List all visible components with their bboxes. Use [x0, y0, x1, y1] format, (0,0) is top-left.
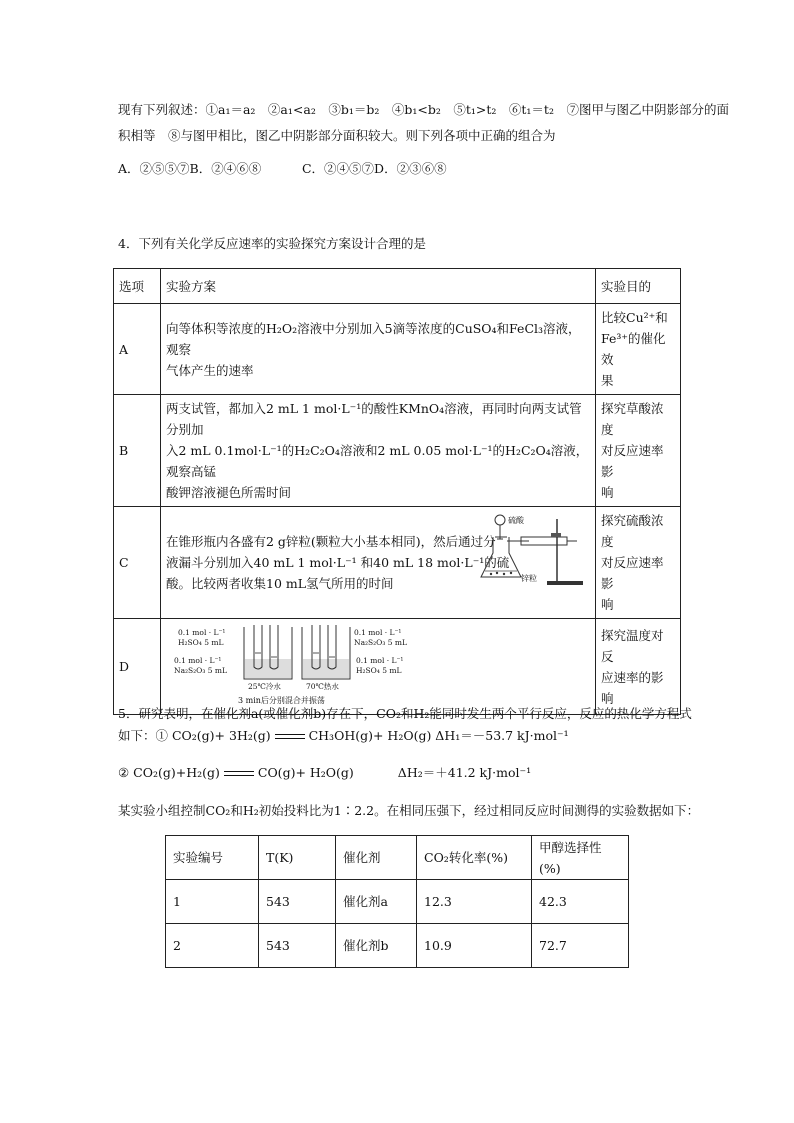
- q5-header-cell: 实验编号: [166, 836, 259, 880]
- q5-data-row: [166, 880, 629, 924]
- q5-intro-line: 5．研究表明，在催化剂a(或催化剂b)存在下，CO₂和H₂能同时发生两个平行反应，反应的热化学方程式: [118, 706, 692, 721]
- q4-plan: [161, 304, 596, 395]
- q4-header-row: [114, 269, 681, 304]
- q5-table: [165, 835, 629, 968]
- eq2-enthalpy: ΔH₂＝＋41.2 kJ·mol⁻¹: [397, 765, 532, 780]
- intro-line-1: 现有下列叙述：①a₁＝a₂ ②a₁<a₂ ③b₁＝b₂ ④b₁<b₂ ⑤t₁>t₂ ⑥t₁＝t₂ ⑦图甲与图乙中阴影部分的面: [118, 102, 729, 117]
- q4-goal: [596, 619, 681, 715]
- q4-title: 4．下列有关化学反应速率的实验探究方案设计合理的是: [118, 236, 426, 251]
- intro-statements: [118, 97, 729, 149]
- q4-plan-line: 两支试管，都加入2 mL 1 mol·L⁻¹的酸性KMnO₄溶液，再同时向两支试管分别加: [166, 401, 582, 437]
- q5-cell: 10.9: [417, 924, 532, 968]
- label-left-top2: H₂SO₄ 5 mL: [178, 637, 224, 647]
- q5-header-cell: T(K): [259, 836, 336, 880]
- label-right-bottom2: H₂SO₄ 5 mL: [356, 665, 402, 675]
- eq1-reactants: 如下：① CO₂(g)+ 3H₂(g): [118, 728, 271, 743]
- q4-plan-line: 入2 mL 0.1mol·L⁻¹的H₂C₂O₄溶液和2 mL 0.05 mol·L⁻¹的H₂C₂O₄溶液，观察高锰: [166, 443, 589, 479]
- label-left-bottom: 0.1 mol · L⁻¹: [174, 655, 222, 665]
- q5-equation-2: [118, 763, 531, 783]
- q4-row-b: [114, 395, 681, 507]
- q5-header-cell: 催化剂: [336, 836, 417, 880]
- q4-option: D: [114, 619, 161, 715]
- q4-goal: [596, 304, 681, 395]
- choice-a-b: A．②⑤⑤⑦B．②④⑥⑧: [118, 161, 262, 176]
- q4-header-option: 选项: [114, 269, 161, 304]
- acid-label: 硫酸: [508, 516, 524, 525]
- q4-row-c: [114, 507, 681, 619]
- q4-plan-line: 酸钾溶液褪色所需时间: [166, 485, 292, 500]
- equilibrium-arrow-icon: [275, 732, 305, 742]
- q4-row-a: [114, 304, 681, 395]
- q5-cell: 2: [166, 924, 259, 968]
- q5-cell: 543: [259, 924, 336, 968]
- q4-goal-line: 探究温度对反: [601, 627, 664, 664]
- q4-goal-line: 对反应速率影: [601, 555, 664, 591]
- q4-goal-line: 响: [601, 485, 614, 500]
- q4-header-goal: 实验目的: [596, 269, 681, 304]
- eq1-products: CH₃OH(g)+ H₂O(g) ΔH₁＝－53.7 kJ·mol⁻¹: [308, 728, 569, 743]
- q4-goal-line: 对反应速率影: [601, 443, 664, 479]
- q5-data-row: [166, 924, 629, 968]
- temperature-experiment-diagram: [174, 623, 414, 711]
- q4-header-plan: 实验方案: [161, 269, 596, 304]
- q5-header-cell: 甲醇选择性(%): [532, 836, 629, 880]
- eq2-reactants: ② CO₂(g)+H₂(g): [118, 765, 220, 780]
- q4-goal-line: 果: [601, 373, 614, 388]
- figure-caption: 3 min后分别混合并振荡: [238, 695, 325, 705]
- q5-cell: 催化剂a: [336, 880, 417, 924]
- q4-goal: [596, 507, 681, 619]
- q5-header-row: [166, 836, 629, 880]
- q4-plan-line: 向等体积等浓度的H₂O₂溶液中分别加入5滴等浓度的CuSO₄和FeCl₃溶液，观察: [166, 320, 581, 357]
- choice-c-d: C．②④⑤⑦D．②③⑥⑧: [301, 161, 447, 176]
- label-left-top: 0.1 mol · L⁻¹: [178, 627, 226, 637]
- q4-goal-line: Fe³⁺的催化效: [601, 331, 666, 367]
- label-right-top2: Na₂S₂O₃ 5 mL: [354, 637, 407, 647]
- q4-plan-line: 气体产生的速率: [166, 362, 254, 378]
- label-left-bath: 25℃冷水: [248, 681, 281, 691]
- label-left-bottom2: Na₂S₂O₃ 5 mL: [174, 665, 227, 675]
- q4-option: A: [114, 304, 161, 395]
- q4-table: [113, 268, 681, 715]
- q4-goal-line: 响: [601, 597, 614, 612]
- intro-line-2: 积相等 ⑧与图甲相比，图乙中阴影部分面积较大。则下列各项中正确的组合为: [118, 128, 556, 143]
- zinc-label: 锌粒: [521, 574, 537, 583]
- q4-plan: [161, 507, 596, 619]
- label-right-bottom: 0.1 mol · L⁻¹: [356, 655, 404, 665]
- q4-option: B: [114, 395, 161, 507]
- q5-cell: 1: [166, 880, 259, 924]
- q4-row-d: [114, 619, 681, 715]
- q4-goal-line: 探究硫酸浓度: [601, 513, 664, 549]
- q4-plan-line: 酸。比较两者收集10 mL氢气所用的时间: [166, 576, 394, 591]
- answer-choices: [118, 159, 447, 177]
- q5-cell: 72.7: [532, 924, 629, 968]
- label-right-bath: 70℃热水: [306, 681, 339, 691]
- zinc-acid-apparatus-diagram: [477, 511, 587, 589]
- label-right-top: 0.1 mol · L⁻¹: [354, 627, 402, 637]
- q4-plan-line: 在锥形瓶内各盛有2 g锌粒(颗粒大小基本相同)，然后通过分: [166, 534, 496, 549]
- q4-plan: [161, 619, 596, 715]
- q5-cell: 12.3: [417, 880, 532, 924]
- q5-header-cell: CO₂转化率(%): [417, 836, 532, 880]
- q5-setup-line: 某实验小组控制CO₂和H₂初始投料比为1∶2.2。在相同压强下，经过相同反应时间测得的实验数据如下：: [118, 803, 700, 818]
- q4-plan-line: 液漏斗分别加入40 mL 1 mol·L⁻¹ 和40 mL 18 mol·L⁻¹的硫: [166, 555, 510, 570]
- q5-cell: 催化剂b: [336, 924, 417, 968]
- q4-goal-line: 探究草酸浓度: [601, 401, 664, 437]
- q4-goal-line: 应速率的影响: [601, 669, 664, 706]
- equilibrium-arrow-icon: [224, 769, 254, 779]
- q4-goal-line: 比较Cu²⁺和: [601, 310, 668, 325]
- q4-goal: [596, 395, 681, 507]
- q4-option: C: [114, 507, 161, 619]
- q5-cell: 42.3: [532, 880, 629, 924]
- q5-equation-1: [118, 726, 569, 746]
- q5-cell: 543: [259, 880, 336, 924]
- q4-plan: [161, 395, 596, 507]
- eq2-products: CO(g)+ H₂O(g): [257, 765, 354, 780]
